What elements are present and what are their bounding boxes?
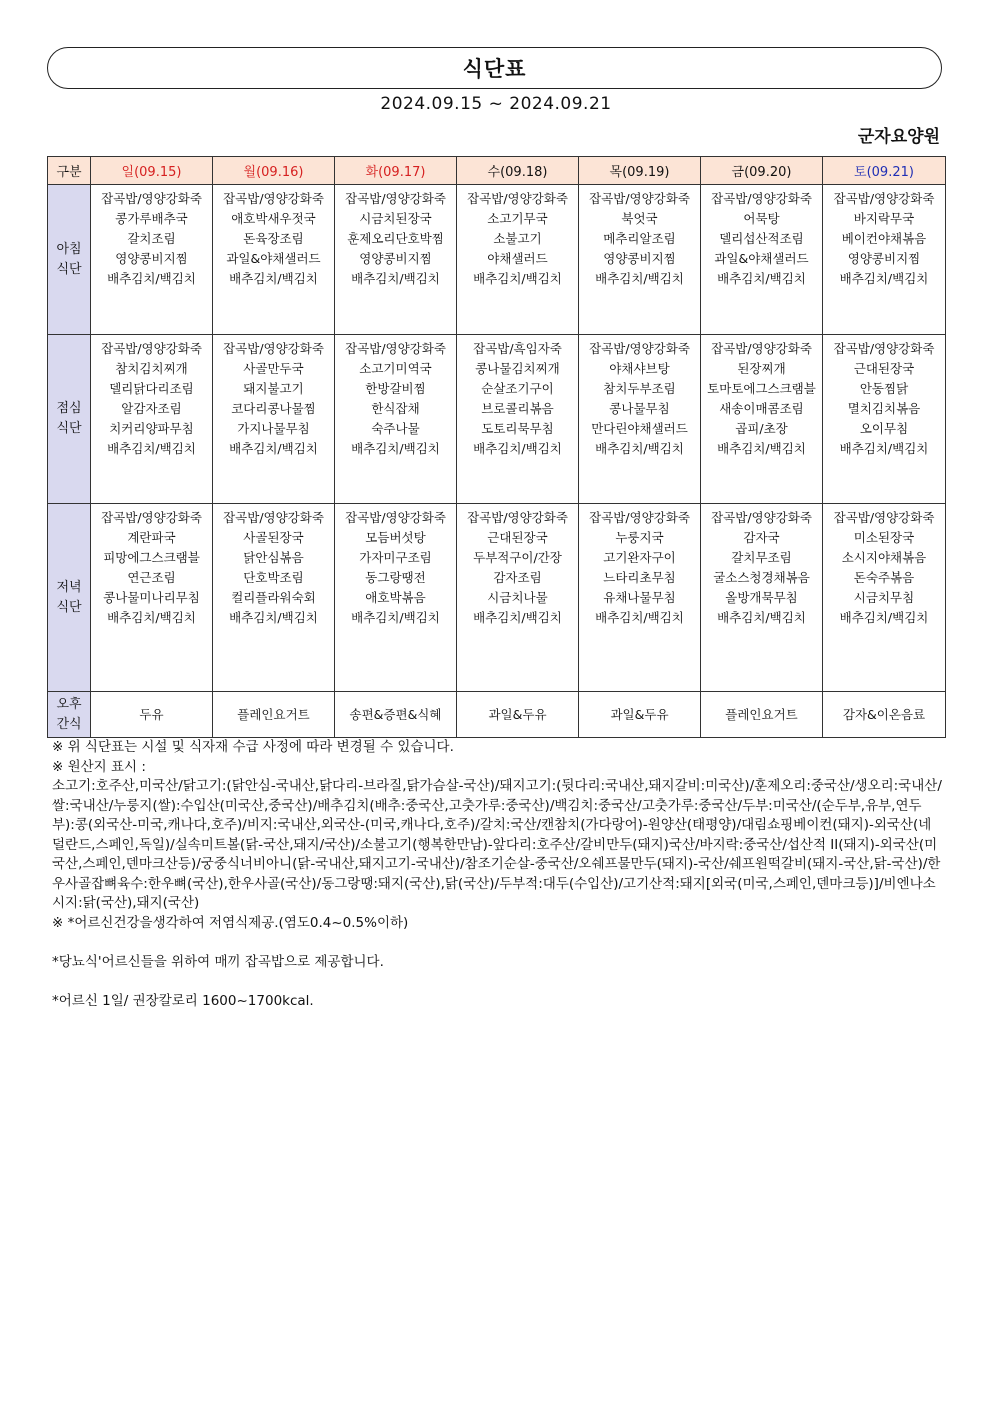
menu-cell (213, 504, 335, 692)
menu-cell (335, 504, 457, 692)
menu-cell (823, 185, 946, 335)
menu-item: 잡곡밥/영양강화죽 (223, 510, 324, 525)
menu-item: 과일&야채샐러드 (226, 251, 321, 266)
page-title: 식단표 (462, 57, 527, 81)
day-header-tue: 화(09.17) (335, 157, 457, 185)
menu-cell (579, 335, 701, 504)
menu-item: 가지나물무침 (237, 421, 310, 436)
menu-item: 잡곡밥/영양강화죽 (223, 191, 324, 206)
menu-item: 영양콩비지찜 (115, 251, 188, 266)
breakfast-label (48, 185, 91, 335)
menu-cell (823, 504, 946, 692)
calorie-note: *어르신 1일/ 권장칼로리 1600~1700kcal. (52, 992, 314, 1009)
menu-item: 배추김치/백김치 (839, 441, 929, 456)
menu-item: 감자국 (743, 530, 780, 545)
menu-item: 토마토에그스크램블 (707, 381, 816, 396)
menu-item: 과일&야채샐러드 (714, 251, 809, 266)
menu-item: 잡곡밥/영양강화죽 (223, 341, 324, 356)
menu-cell (91, 504, 213, 692)
day-header-row (48, 157, 946, 185)
snack-label (48, 692, 91, 738)
row-label-line: 식단 (56, 261, 82, 277)
menu-item: 잡곡밥/영양강화죽 (345, 341, 446, 356)
menu-item: 코다리콩나물찜 (231, 401, 316, 416)
menu-item: 멸치김치볶음 (847, 401, 921, 416)
menu-item: 배추김치/백김치 (351, 271, 440, 286)
menu-item: 잡곡밥/영양강화죽 (101, 341, 202, 356)
day-header-sun: 일(09.15) (91, 157, 213, 185)
menu-item: 배추김치/백김치 (229, 610, 318, 625)
menu-cell (579, 504, 701, 692)
menu-item: 사골된장국 (243, 530, 304, 545)
dinner-row (48, 504, 946, 692)
day-header-wed: 수(09.18) (457, 157, 579, 185)
menu-item: 시금치된장국 (359, 211, 432, 226)
menu-item: 배추김치/백김치 (107, 610, 196, 625)
menu-cell (701, 335, 823, 504)
menu-item: 참치두부조림 (603, 381, 676, 396)
menu-item: 잡곡밥/영양강화죽 (101, 510, 202, 525)
menu-item: 어묵탕 (743, 211, 780, 226)
menu-cell (335, 185, 457, 335)
menu-item: 야채샤브탕 (609, 361, 670, 376)
menu-item: 미소된장국 (853, 530, 915, 545)
menu-item: 배추김치/백김치 (107, 271, 196, 286)
lunch-label (48, 335, 91, 504)
menu-item: 야채샐러드 (487, 251, 548, 266)
menu-item: 배추김치/백김치 (595, 610, 684, 625)
menu-item: 콩나물김치찌개 (475, 361, 560, 376)
menu-item: 배추김치/백김치 (473, 271, 562, 286)
menu-item: 새송이매콤조림 (719, 401, 804, 416)
snack-cell: 두유 (91, 692, 213, 738)
menu-item: 잡곡밥/영양강화죽 (711, 510, 812, 525)
menu-item: 컬리플라워숙회 (231, 590, 316, 605)
menu-item: 도토리묵무침 (481, 421, 554, 436)
menu-item: 배추김치/백김치 (229, 441, 318, 456)
lunch-row (48, 335, 946, 504)
row-label-line: 저녁 (56, 579, 82, 595)
menu-cell (457, 504, 579, 692)
change-notice: ※ 위 식단표는 시설 및 식자재 수급 사정에 따라 변경될 수 있습니다. (52, 739, 454, 755)
menu-item: 한방갈비찜 (365, 381, 426, 396)
menu-item: 소고기미역국 (359, 361, 432, 376)
menu-table (47, 156, 946, 738)
menu-item: 델리닭다리조림 (109, 381, 194, 396)
menu-cell (457, 185, 579, 335)
menu-cell (91, 185, 213, 335)
facility-name: 군자요양원 (857, 127, 940, 147)
menu-item: 고기완자구이 (603, 550, 676, 565)
menu-item: 배추김치/백김치 (473, 441, 562, 456)
menu-item: 잡곡밥/영양강화죽 (345, 191, 446, 206)
menu-item: 소고기무국 (487, 211, 548, 226)
menu-item: 느타리초무침 (603, 570, 676, 585)
menu-item: 누룽지국 (615, 530, 664, 545)
menu-item: 잡곡밥/영양강화죽 (101, 191, 202, 206)
menu-item: 배추김치/백김치 (473, 610, 562, 625)
menu-item: 굴소스청경채볶음 (713, 570, 810, 585)
menu-item: 잡곡밥/영양강화죽 (589, 191, 690, 206)
menu-item: 배추김치/백김치 (351, 610, 440, 625)
menu-item: 잡곡밥/영양강화죽 (711, 191, 812, 206)
menu-item: 두부적구이/간장 (473, 550, 562, 565)
menu-item: 돈육장조림 (243, 231, 304, 246)
menu-item: 갈치무조림 (731, 550, 792, 565)
menu-item: 모듬버섯탕 (365, 530, 426, 545)
menu-item: 오이무침 (859, 421, 909, 436)
snack-cell: 플레인요거트 (213, 692, 335, 738)
menu-item: 배추김치/백김치 (229, 271, 318, 286)
menu-item: 배추김치/백김치 (839, 610, 929, 625)
menu-item: 사골만두국 (243, 361, 304, 376)
menu-item: 연근조림 (127, 570, 176, 585)
menu-item: 갈치조림 (127, 231, 176, 246)
row-label-line: 간식 (56, 716, 82, 732)
menu-item: 배추김치/백김치 (351, 441, 440, 456)
menu-cell (701, 185, 823, 335)
menu-item: 배추김치/백김치 (107, 441, 196, 456)
menu-cell (457, 335, 579, 504)
menu-item: 바지락무국 (853, 211, 915, 226)
breakfast-row (48, 185, 946, 335)
menu-item: 동그랑땡전 (365, 570, 426, 585)
snack-cell: 과일&두유 (579, 692, 701, 738)
day-header-thu: 목(09.19) (579, 157, 701, 185)
notes-section (52, 738, 942, 1011)
snack-row (48, 692, 946, 738)
row-label-line: 아침 (56, 241, 82, 257)
menu-item: 배추김치/백김치 (717, 610, 806, 625)
origin-text: 소고기:호주산,미국산/닭고기:(닭안심-국내산,닭다리-브라질,닭가슴살-국산)/돼지고기:(뒷다리:국내산,돼지갈비:미국산)/훈제오리:중국산/생오리:국내산/쌀:국내산/누룽지(쌀):수입산(미국산,중국산)/배추김치(배추:중국산,고춧가루:중국산)/백김치:중국산/고춧가루:중국산/두부:미국산/(순두부,유부,연두부):콩(외국산-미국,캐나다,호주)/비지:국내산,외국산-(미국,캐나다,호주)/갈치:국산/캔참치(가다랑어)-원양산(태평양)/대림쇼핑베이컨(돼지)-외국산(네덜란드,스페인,독일)/실속미트볼(닭-국산,돼지/국산)/소불고기(행복한만남)-앞다리:호주산/갈비만두(돼지)국산/바지락:중국산/섭산적 II(돼지)-외국산(미국산,스페인,덴마크산등)/궁중식너비아니(닭-국내산,돼지고기-국내산)/참조기순살-중국산/오쉐프물만두(돼지)-국산/쉐프원떡갈비(돼지-국산,닭-국산)/한우사골잡뼈육수:한우뼈(국산),한우사골(국산)/동그랑땡:돼지(국산),닭(국산)/두부적:대두(수입산)/고기산적:돼지[외국(미국,스페인,덴마크등)]/비엔나소시지:닭(국산),돼지(국산) (52, 778, 942, 911)
menu-item: 참치김치찌개 (115, 361, 188, 376)
menu-item: 메추리알조림 (603, 231, 676, 246)
menu-item: 브로콜리볶음 (481, 401, 554, 416)
menu-cell (701, 504, 823, 692)
day-header-mon: 월(09.16) (213, 157, 335, 185)
menu-item: 안동찜닭 (859, 381, 909, 396)
row-label-line: 식단 (56, 599, 82, 615)
menu-item: 잡곡밥/영양강화죽 (833, 191, 935, 206)
title-box (47, 47, 942, 89)
menu-item: 배추김치/백김치 (595, 271, 684, 286)
menu-item: 시금치나물 (487, 590, 548, 605)
menu-item: 단호박조림 (243, 570, 304, 585)
menu-item: 소불고기 (493, 231, 542, 246)
row-label-line: 점심 (56, 401, 82, 416)
snack-cell: 플레인요거트 (701, 692, 823, 738)
menu-item: 숙주나물 (371, 421, 420, 436)
menu-item: 감자조림 (493, 570, 542, 585)
menu-cell (335, 335, 457, 504)
row-label-line: 오후 (56, 696, 82, 712)
menu-item: 계란파국 (127, 530, 176, 545)
menu-item: 콩나물무침 (609, 401, 670, 416)
menu-item: 북엇국 (621, 211, 658, 226)
row-label-line: 식단 (56, 421, 82, 436)
menu-item: 가자미구조림 (359, 550, 432, 565)
menu-item: 배추김치/백김치 (595, 441, 684, 456)
menu-item: 소시지야채볶음 (841, 550, 927, 565)
menu-item: 한식잡채 (371, 401, 420, 416)
menu-item: 배추김치/백김치 (717, 441, 806, 456)
menu-item: 잡곡밥/영양강화죽 (589, 341, 690, 356)
menu-item: 영양콩비지찜 (603, 251, 676, 266)
menu-item: 돼지불고기 (243, 381, 304, 396)
menu-item: 잡곡밥/영양강화죽 (467, 510, 568, 525)
menu-item: 피망에그스크램블 (103, 550, 200, 565)
menu-item: 올방개묵무침 (725, 590, 798, 605)
menu-item: 배추김치/백김치 (839, 271, 929, 286)
menu-cell (213, 185, 335, 335)
menu-item: 잡곡밥/영양강화죽 (833, 341, 935, 356)
snack-cell: 송편&증편&식혜 (335, 692, 457, 738)
menu-item: 애호박새우젓국 (231, 211, 316, 226)
dinner-label (48, 504, 91, 692)
menu-item: 유채나물무침 (603, 590, 676, 605)
day-header-fri: 금(09.20) (701, 157, 823, 185)
menu-item: 잡곡밥/영양강화죽 (467, 191, 568, 206)
menu-item: 애호박볶음 (365, 590, 426, 605)
menu-item: 알감자조림 (121, 401, 182, 416)
menu-item: 닭안심볶음 (243, 550, 304, 565)
menu-item: 순살조기구이 (481, 381, 554, 396)
menu-item: 베이컨야채볶음 (841, 231, 927, 246)
diabetes-note: *당뇨식'어르신들을 위하여 매끼 잡곡밥으로 제공합니다. (52, 953, 384, 970)
menu-item: 잡곡밥/흑임자죽 (473, 341, 562, 356)
menu-item: 잡곡밥/영양강화죽 (589, 510, 690, 525)
menu-item: 배추김치/백김치 (717, 271, 806, 286)
origin-title: ※ 원산지 표시 : (52, 758, 146, 775)
menu-item: 훈제오리단호박찜 (347, 231, 444, 246)
menu-item: 잡곡밥/영양강화죽 (345, 510, 446, 525)
menu-item: 콩가루배추국 (115, 211, 188, 226)
menu-item: 델리섭산적조림 (719, 231, 804, 246)
menu-item: 근대된장국 (853, 361, 915, 376)
menu-item: 영양콩비지찜 (359, 251, 432, 266)
menu-item: 돈숙주볶음 (853, 570, 915, 585)
menu-item: 곱피/초장 (735, 421, 788, 436)
menu-item: 근대된장국 (487, 530, 548, 545)
menu-item: 콩나물미나리무침 (103, 590, 200, 605)
menu-item: 잡곡밥/영양강화죽 (711, 341, 812, 356)
menu-cell (213, 335, 335, 504)
menu-item: 잡곡밥/영양강화죽 (833, 510, 935, 525)
menu-item: 영양콩비지찜 (847, 251, 921, 266)
corner-label: 구분 (48, 157, 91, 185)
menu-cell (823, 335, 946, 504)
menu-cell (91, 335, 213, 504)
snack-cell: 감자&이온음료 (823, 692, 946, 738)
snack-cell: 과일&두유 (457, 692, 579, 738)
menu-item: 치커리양파무침 (109, 421, 194, 436)
menu-item: 시금치무침 (853, 590, 915, 605)
menu-item: 만다린야채샐러드 (591, 421, 688, 436)
date-range: 2024.09.15 ~ 2024.09.21 (380, 94, 612, 114)
menu-cell (579, 185, 701, 335)
menu-item: 된장찌개 (737, 361, 786, 376)
salt-note: ※ *어르신건강을생각하여 저염식제공.(염도0.4~0.5%이하) (52, 914, 409, 931)
day-header-sat: 토(09.21) (823, 157, 946, 185)
